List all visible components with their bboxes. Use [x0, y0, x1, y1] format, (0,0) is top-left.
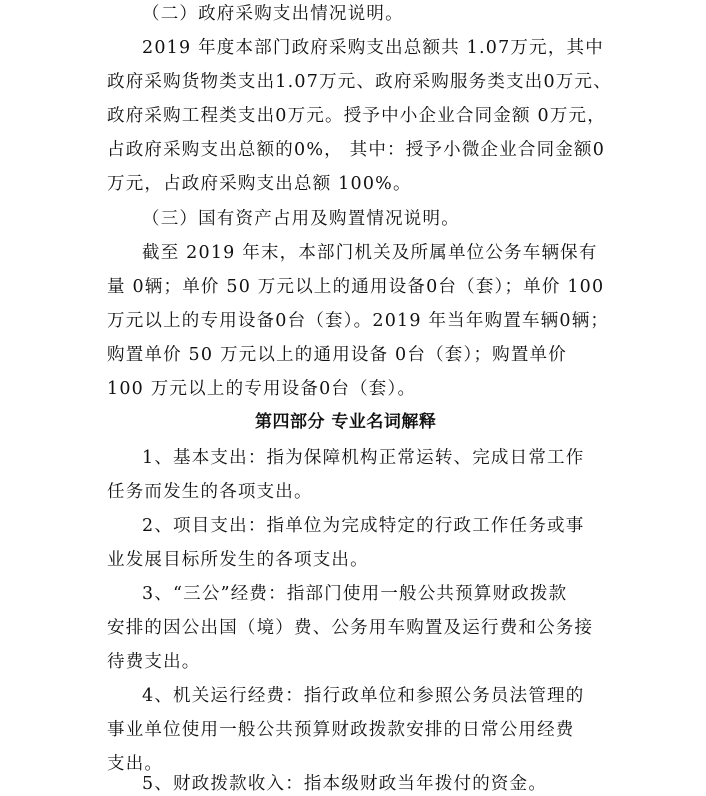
- definition-line: 5、财政拨款收入：指本级财政当年拨付的资金。: [142, 774, 548, 794]
- paragraph-line: 2019 年度本部门政府采购支出总额共 1.07万元，其中: [142, 38, 604, 58]
- section-title-assets: （三）国有资产占用及购置情况说明。: [142, 209, 460, 229]
- definition-line: 待费支出。: [107, 652, 201, 672]
- paragraph-line: 占政府采购支出总额的0%， 其中：授予小微企业合同金额0: [107, 140, 606, 160]
- definition-line: 安排的因公出国（境）费、公务用车购置及运行费和公务接: [107, 618, 594, 638]
- paragraph-line: 购置单价 50 万元以上的通用设备 0台（套）；购置单价: [107, 345, 567, 365]
- paragraph-line: 万元以上的专用设备0台（套）。2019 年当年购置车辆0辆；: [107, 311, 610, 331]
- definition-line: 事业单位使用一般公共预算财政拨款安排的日常公用经费: [107, 720, 575, 740]
- section-title-procurement: （二）政府采购支出情况说明。: [142, 4, 404, 24]
- paragraph-line: 政府采购工程类支出0万元。授予中小企业合同金额 0万元，: [107, 106, 606, 126]
- definition-line: 3、“三公”经费：指部门使用一般公共预算财政拨款: [142, 584, 568, 604]
- definition-line: 2、项目支出：指单位为完成特定的行政工作任务或事: [142, 516, 585, 536]
- paragraph-line: 政府采购货物类支出1.07万元、政府采购服务类支出0万元、: [107, 72, 612, 92]
- paragraph-line: 截至 2019 年末，本部门机关及所属单位公务车辆保有: [142, 243, 598, 263]
- definition-line: 支出。: [107, 754, 164, 774]
- definition-line: 任务而发生的各项支出。: [107, 482, 313, 502]
- paragraph-line: 万元，占政府采购支出总额 100%。: [107, 174, 412, 194]
- definition-line: 业发展目标所发生的各项支出。: [107, 550, 369, 570]
- definition-line: 4、机关运行经费：指行政单位和参照公务员法管理的: [142, 686, 585, 706]
- paragraph-line: 量 0辆；单价 50 万元以上的通用设备0台（套）；单价 100: [107, 277, 605, 297]
- paragraph-line: 100 万元以上的专用设备0台（套）。: [107, 379, 417, 399]
- part-heading: 第四部分 专业名词解释: [255, 412, 437, 432]
- definition-line: 1、基本支出：指为保障机构正常运转、完成日常工作: [142, 448, 585, 468]
